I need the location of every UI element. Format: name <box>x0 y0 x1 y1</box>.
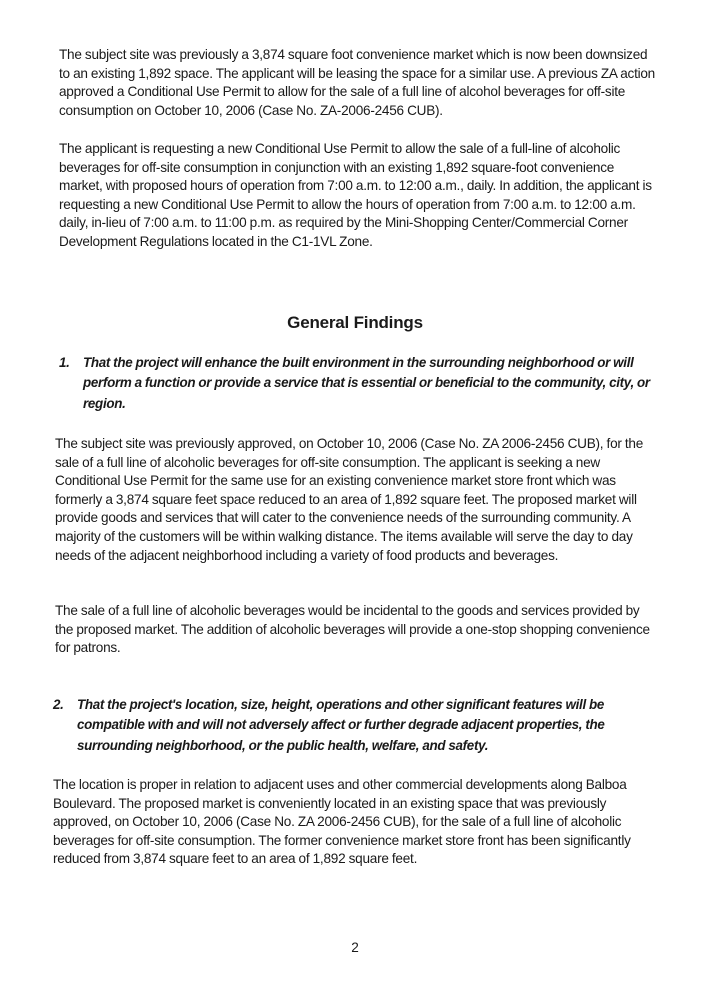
page-number: 2 <box>351 940 359 955</box>
intro-paragraph-request: The applicant is requesting a new Conditional Use Permit to allow the sale of a full-line of alcoholic beverages for off-site consumption in conjunction with an existing 1,892 square-foot convenience market, with proposed hours of operation from 7:00 a.m. to 12:00 a.m., daily. In addition, the applicant is requesting a new Conditional Use Permit to allow the hours of operation from 7:00 a.m. to 12:00 a.m. daily, in-lieu of 7:00 a.m. to 11:00 p.m. as required by the Mini-Shopping Center/Commercial Corner Development Regulations located in the C1-1VL Zone. <box>59 141 652 249</box>
finding-1-statement <box>59 353 664 414</box>
finding-2-text: That the project's location, size, height, operations and other significant features will be compatible with and will not adversely affect or further degrade adjacent properties, the surrounding neighborhood, or the public health, welfare, and safety. <box>77 697 605 753</box>
finding-2-paragraph-1: The location is proper in relation to adjacent uses and other commercial developments along Balboa Boulevard. The proposed market is conveniently located in an existing space that was previously approved, on October 10, 2006 (Case No. ZA 2006-2456 CUB), for the sale of a full line of alcoholic beverages for off-site consumption. The former convenience market store front has been significantly reduced from 3,874 square feet to an area of 1,892 square feet. <box>53 777 631 867</box>
section-heading: General Findings <box>287 313 423 332</box>
finding-1-paragraph-2: The sale of a full line of alcoholic beverages would be incidental to the goods and services provided by the proposed market. The addition of alcoholic beverages will provide a one-stop shopping convenience for patrons. <box>55 603 650 656</box>
finding-1-text: That the project will enhance the built environment in the surrounding neighborhood or will perform a function or provide a service that is essential or beneficial to the community, city, or region. <box>83 355 650 411</box>
finding-1-number: 1. <box>59 355 70 370</box>
finding-1-paragraph-1: The subject site was previously approved, on October 10, 2006 (Case No. ZA 2006-2456 CUB), for the sale of a full line of alcoholic beverages for off-site consumption. The applicant is seeking a new Conditional Use Permit for the same use for an existing convenience market store front which was formerly a 3,874 square feet space reduced to an area of 1,892 square feet. The proposed market will provide goods and services that will cater to the convenience needs of the surrounding community. A majority of the customers will be within walking distance. The items available will serve the day to day needs of the adjacent neighborhood including a variety of food products and beverages. <box>55 436 644 563</box>
finding-2-statement <box>53 695 658 756</box>
finding-2-number: 2. <box>53 697 64 712</box>
intro-paragraph-site-history: The subject site was previously a 3,874 square foot convenience market which is now been downsized to an existing 1,892 space. The applicant will be leasing the space for a similar use. A previous ZA action approved a Conditional Use Permit to allow for the sale of a full line of alcohol beverages for off-site consumption on October 10, 2006 (Case No. ZA-2006-2456 CUB). <box>59 47 655 118</box>
